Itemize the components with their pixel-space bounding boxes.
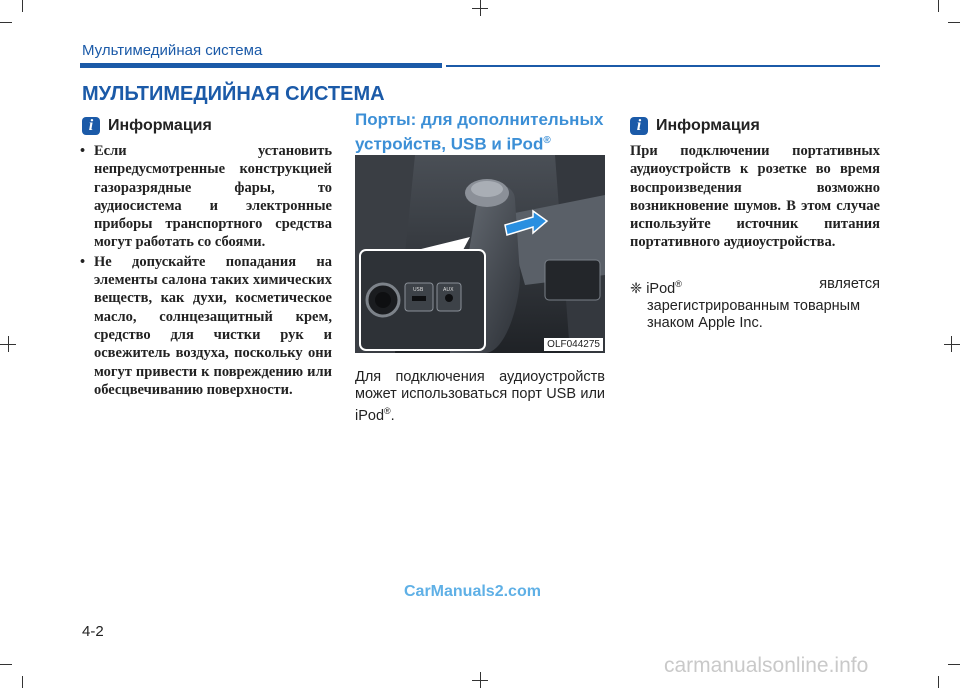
crop-mark <box>948 22 960 23</box>
aux-port-label: AUX <box>443 287 454 293</box>
console-ports-photo <box>355 155 605 353</box>
left-info-header <box>82 117 212 135</box>
page-number: 4-2 <box>82 623 104 640</box>
info-title: Информация <box>656 117 760 134</box>
section-title: Мультимедийная система <box>82 42 263 59</box>
bottom-watermark: carmanualsonline.info <box>664 654 869 677</box>
crop-mark <box>944 344 960 345</box>
crop-mark <box>0 22 12 23</box>
crop-mark <box>0 664 12 665</box>
header-rule-thick <box>80 63 442 68</box>
note-symbol: ❈ <box>630 280 643 297</box>
usb-port-label: USB <box>413 287 424 293</box>
info-bullet: • Если установить непредусмотренные конструкцией газоразрядные фары, то аудиосистема и электронные приборы транспортного средства могут работать со сбоями. <box>80 142 332 252</box>
ports-body: Для подключения аудиоустройств может использоваться порт USB или iPod®. <box>355 369 605 424</box>
crop-mark <box>951 336 952 352</box>
crop-mark <box>472 680 488 681</box>
info-icon: i <box>82 117 100 135</box>
image-code: OLF044275 <box>544 338 603 351</box>
crop-mark <box>8 336 9 352</box>
info-title: Информация <box>108 117 212 134</box>
chapter-title: МУЛЬТИМЕДИЙНАЯ СИСТЕМА <box>82 83 385 105</box>
crop-mark <box>948 664 960 665</box>
ports-heading-line2: устройств, USB и iPod® <box>355 134 551 154</box>
crop-mark <box>938 676 939 688</box>
header-rule-thin <box>446 65 880 67</box>
left-info-body <box>80 142 332 400</box>
info-icon: i <box>630 117 648 135</box>
site-watermark-link[interactable]: CarManuals2.com <box>404 583 541 600</box>
ports-heading-line1: Порты: для дополнительных <box>355 110 604 129</box>
ports-heading <box>355 109 615 155</box>
console-illustration <box>355 155 605 353</box>
crop-mark <box>22 676 23 688</box>
right-info-body: При подключении портативных аудиоустройств к розетке во время воспроизведения возможно возникновение шумов. В этом случае используйте источник питания портативного аудиоустройства. <box>630 143 880 251</box>
info-bullet-list <box>80 142 332 399</box>
right-info-header <box>630 117 760 135</box>
crop-mark <box>22 0 23 12</box>
crop-mark <box>938 0 939 12</box>
info-bullet: • Не допускайте попадания на элементы салона таких химических веществ, как духи, косметическое масло, солнцезащитный крем, средство для чистки рук и освежитель воздуха, поскольку они могут привести к повреждению или обесцвечиванию поверхности. <box>80 253 332 399</box>
crop-mark <box>472 8 488 9</box>
trademark-note: ❈ iPod® является зарегистрированным товарным знаком Apple Inc. <box>630 276 880 331</box>
